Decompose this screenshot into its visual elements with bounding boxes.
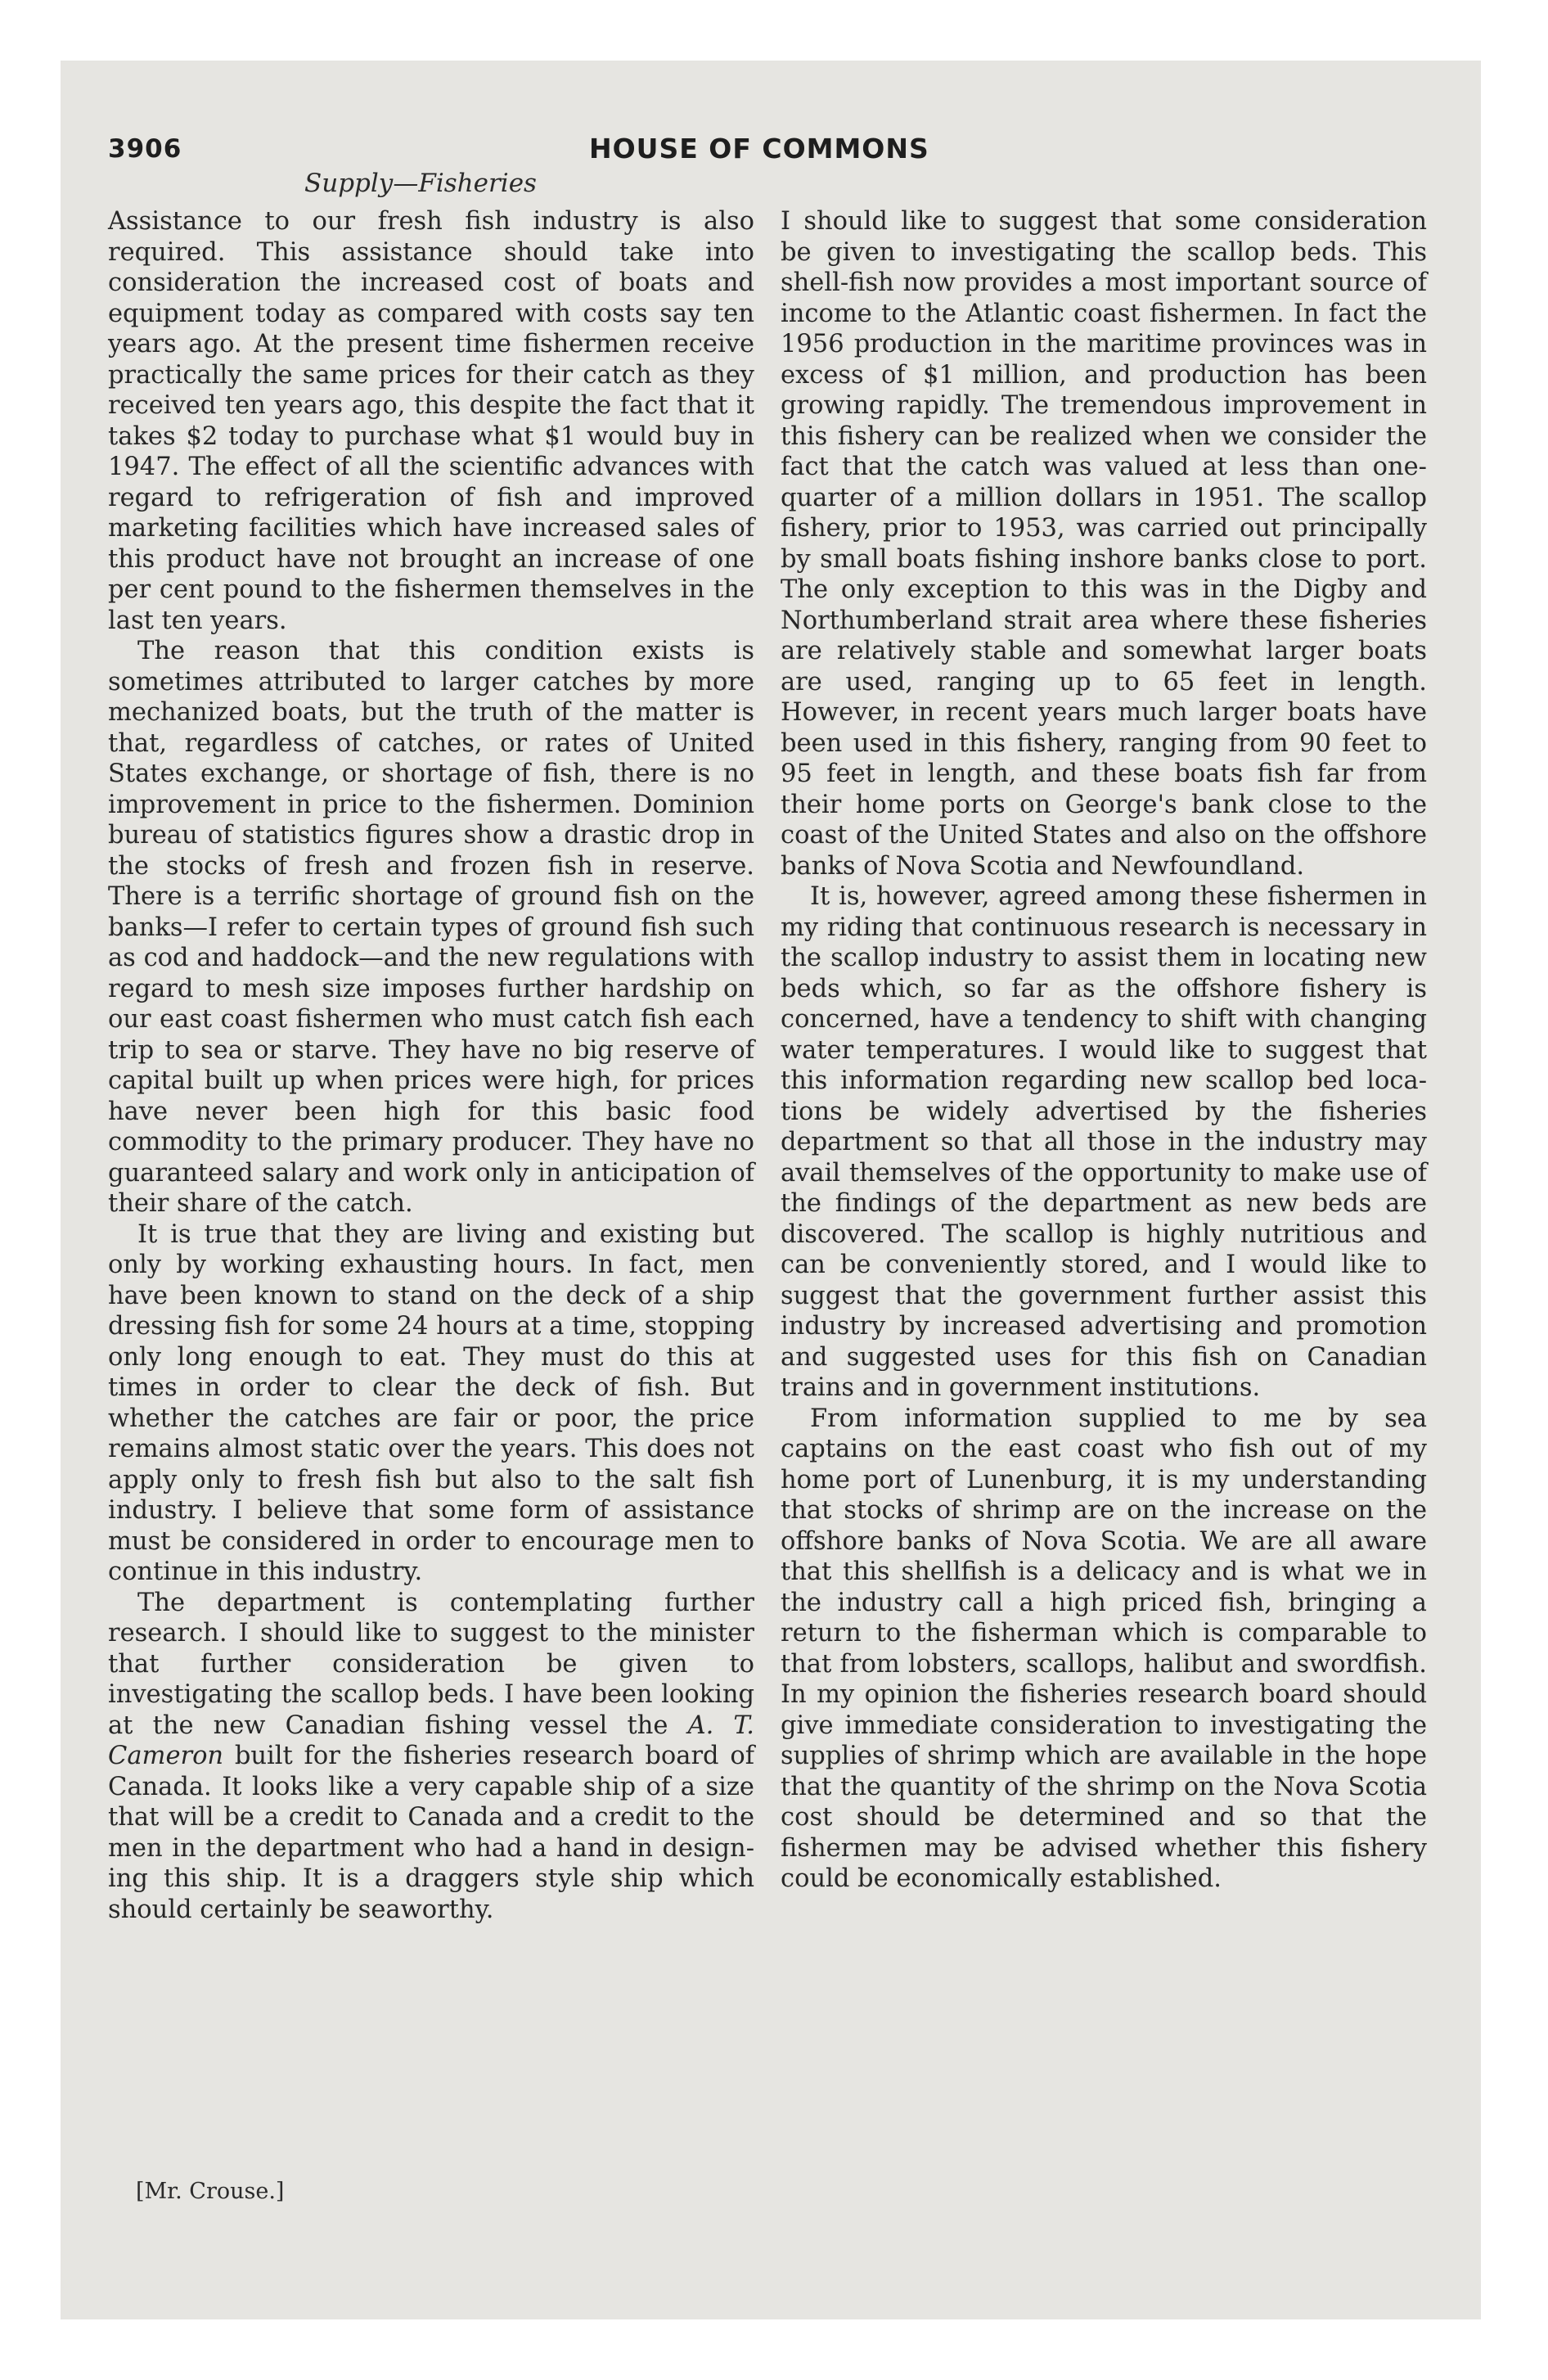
- right-column: [781, 206, 1427, 1895]
- paragraph: I should like to suggest that some consideration be given to investigating the scallop beds. This shell-fish now provides a most important source of income to the Atlantic coast fishermen. In fact the 1956 production in the maritime provinces was in excess of $1 million, and production has been growing rapidly. The tremendous improvement in this fishery can be realized when we consider the fact that the catch was valued at less than one-quarter of a million dollars in 1951. The scallop fishery, prior to 1953, was carried out principally by small boats fishing inshore banks close to port. The only exception to this was in the Digby and Northumberland strait area where these fisheries are relatively stable and somewhat larger boats are used, ranging up to 65 feet in length. However, in recent years much larger boats have been used in this fishery, ranging from 90 feet to 95 feet in length, and these boats fish far from their home ports on George's bank close to the coast of the United States and also on the offshore banks of Nova Scotia and Newfoundland.: [781, 207, 1427, 881]
- paragraph: It is true that they are living and existing but only by working exhausting hours. In fact, men have been known to stand on the deck of a ship dressing fish for some 24 hours at a time, stopping only long enough to eat. They must do this at times in order to clear the deck of fish. But whether the catches are fair or poor, the price remains almost static over the years. This does not apply only to fresh fish but also to the salt fish industry. I believe that some form of assistance must be considered in order to encourage men to continue in this industry.: [108, 1219, 754, 1586]
- running-head: HOUSE OF COMMONS: [589, 133, 929, 165]
- vessel-name: A. T. Cameron: [108, 1711, 754, 1770]
- section-heading: Supply—Fisheries: [304, 169, 537, 198]
- paragraph: From information supplied to me by sea captains on the east coast who fish out of my home port of Lunenburg, it is my understanding that stocks of shrimp are on the increase on the offshore banks of Nova Scotia. We are all aware that this shellfish is a delicacy and is what we in the industry call a high priced fish, bringing a return to the fisherman which is comparable to that from lobsters, scallops, halibut and swordfish. In my opinion the fisheries research board should give immediate consideration to investigating the supplies of shrimp which are available in the hope that the quantity of the shrimp on the Nova Scotia cost should be determined and so that the fishermen may be advised whether this fishery could be economically established.: [781, 1404, 1427, 1893]
- text-run: built for the fisheries research board of Canada. It looks like a very capable ship of a size that will be a credit to Canada and a credit to the men in the department who had a hand in designing this ship. It is a draggers style ship which should certainly be seaworthy.: [108, 1742, 754, 1924]
- text-run: The department is contemplating further research. I should like to suggest to the minister that further consideration be given to investigating the scallop beds. I have been looking at the new Canadian fishing vessel the: [108, 1588, 754, 1740]
- paragraph: It is, however, agreed among these fishermen in my riding that continuous research is necessary in the scallop industry to assist them in locating new beds which, so far as the offshore fishery is concerned, have a tendency to shift with changing water temperatures. I would like to suggest that this information regarding new scallop bed locations be widely advertised by the fisheries department so that all those in the industry may avail themselves of the opportunity to make use of the findings of the department as new beds are discovered. The scallop is highly nutritious and can be conveniently stored, and I would like to suggest that the government further assist this industry by increased advertising and promotion and suggested uses for this fish on Canadian trains and in government institutions.: [781, 882, 1427, 1402]
- left-column: [108, 206, 754, 1925]
- paragraph: The reason that this condition exists is sometimes attributed to larger catches by more mechanized boats, but the truth of the matter is that, regardless of catches, or rates of United States exchange, or shortage of fish, there is no improvement in price to the fishermen. Dominion bureau of statistics figures show a drastic drop in the stocks of fresh and frozen fish in reserve. There is a terrific shortage of ground fish on the banks—I refer to certain types of ground fish such as cod and haddock—and the new regulations with regard to mesh size imposes further hardship on our east coast fishermen who must catch fish each trip to sea or starve. They have no big reserve of capital built up when prices were high, for prices have never been high for this basic food commodity to the primary producer. They have no guaranteed salary and work only in anticipation of their share of the catch.: [108, 637, 754, 1218]
- speaker-attribution: [Mr. Crouse.]: [136, 2179, 285, 2204]
- page-number: 3906: [108, 134, 182, 164]
- paragraph: [108, 1588, 754, 1926]
- paragraph: Assistance to our fresh fish industry is also required. This assistance should take into consideration the increased cost of boats and equipment today as compared with costs say ten years ago. At the present time fishermen receive practically the same prices for their catch as they received ten years ago, this despite the fact that it takes $2 today to purchase what $1 would buy in 1947. The effect of all the scientific advances with regard to refrigeration of fish and improved marketing facilities which have increased sales of this product have not brought an increase of one per cent pound to the fishermen themselves in the last ten years.: [108, 207, 754, 635]
